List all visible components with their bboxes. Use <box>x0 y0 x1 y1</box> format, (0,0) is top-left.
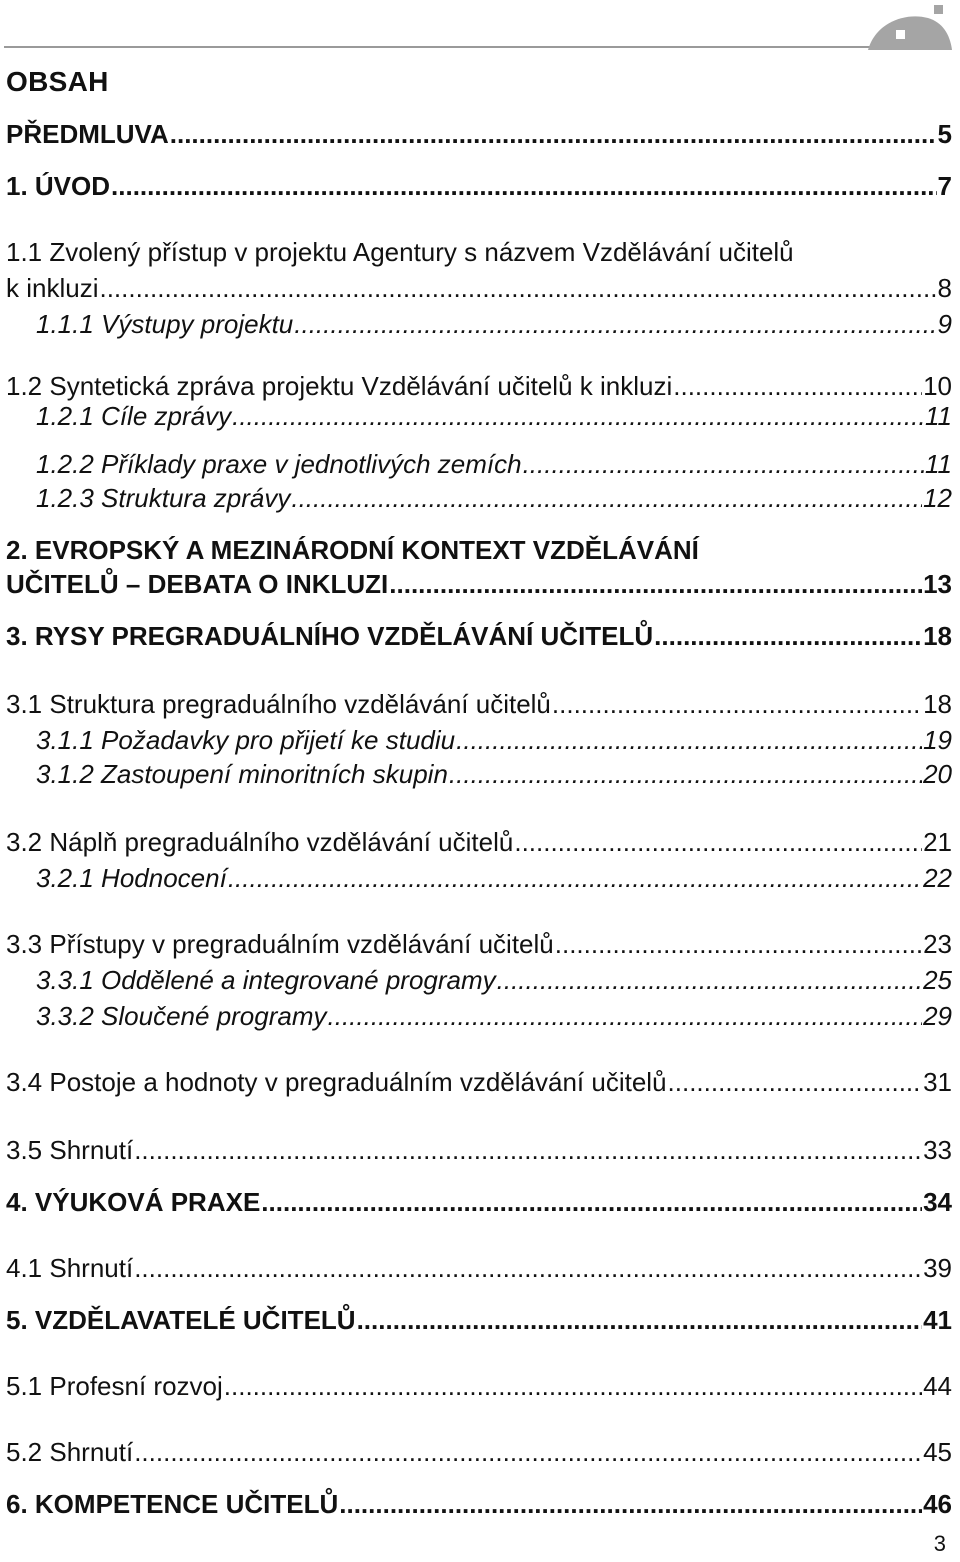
toc-entry-label: 3.2.1 Hodnocení <box>36 863 227 893</box>
toc-entry-page: 29 <box>923 1001 952 1031</box>
toc-entry-page: 19 <box>923 725 952 755</box>
toc-entry-page: 18 <box>923 689 952 719</box>
toc-entry-label: 1.1 Zvolený přístup v projektu Agentury s názvem Vzdělávání učitelů <box>6 237 794 267</box>
toc-dot-leader <box>111 168 937 204</box>
toc-entry-label: 3.1 Struktura pregraduálního vzdělávání učitelů <box>6 689 551 719</box>
toc-entry-label: 5. VZDĚLAVATELÉ UČITELŮ <box>6 1305 356 1335</box>
toc-entry[interactable] <box>36 998 952 1034</box>
toc-entry-label: 4. VÝUKOVÁ PRAXE <box>6 1187 261 1217</box>
toc-dot-leader <box>514 824 922 860</box>
toc-dot-leader <box>99 270 936 306</box>
toc-entry[interactable] <box>6 1368 952 1404</box>
toc-entry-page: 31 <box>923 1067 952 1097</box>
toc-dot-leader <box>291 480 922 516</box>
toc-dot-leader <box>357 1302 923 1338</box>
toc-entry-page: 5 <box>937 119 952 149</box>
toc-entry[interactable] <box>6 824 952 860</box>
toc-dot-leader <box>654 618 922 654</box>
toc-entry[interactable] <box>6 1064 952 1100</box>
toc-entry-label: 3. RYSY PREGRADUÁLNÍHO VZDĚLÁVÁNÍ UČITELŮ <box>6 621 654 651</box>
toc-entry[interactable] <box>6 532 699 568</box>
toc-dot-leader <box>134 1434 922 1470</box>
toc-dot-leader <box>389 566 922 602</box>
toc-entry-page: 46 <box>923 1489 952 1519</box>
toc-entry-page: 21 <box>923 827 952 857</box>
toc-entry-page: 33 <box>923 1135 952 1165</box>
toc-dot-leader <box>224 1368 922 1404</box>
toc-entry-label: 3.3.2 Sloučené programy <box>36 1001 327 1031</box>
toc-entry[interactable] <box>6 618 952 654</box>
toc-entry-label: 1. ÚVOD <box>6 171 111 201</box>
toc-entry-label: k inkluzi <box>6 273 99 303</box>
toc-entry[interactable] <box>36 446 952 482</box>
toc-entry[interactable] <box>6 168 952 204</box>
toc-entry[interactable] <box>36 756 952 792</box>
toc-entry-page: 12 <box>923 483 952 513</box>
toc-dot-leader <box>339 1486 922 1522</box>
toc-entry-label: 1.2.3 Struktura zprávy <box>36 483 291 513</box>
toc-entry-label: 3.2 Náplň pregraduálního vzdělávání učitelů <box>6 827 514 857</box>
toc-dot-leader <box>449 756 922 792</box>
toc-entry-page: 11 <box>925 401 952 431</box>
toc-entry-label: 1.2 Syntetická zpráva projektu Vzdělávání učitelů k inkluzi <box>6 371 673 401</box>
toc-entry[interactable] <box>6 1434 952 1470</box>
toc-entry[interactable] <box>6 1184 952 1220</box>
toc-entry-page: 41 <box>923 1305 952 1335</box>
toc-dot-leader <box>170 116 937 152</box>
toc-entry[interactable] <box>36 480 952 516</box>
toc-entry-page: 44 <box>923 1371 952 1401</box>
toc-dot-leader <box>497 962 922 998</box>
toc-entry-page: 18 <box>923 621 952 651</box>
toc-entry[interactable] <box>36 722 952 758</box>
toc-entry[interactable] <box>6 270 952 306</box>
toc-entry-label: 4.1 Shrnutí <box>6 1253 134 1283</box>
toc-entry[interactable] <box>6 1486 952 1522</box>
toc-entry-label: 3.4 Postoje a hodnoty v pregraduálním vzdělávání učitelů <box>6 1067 667 1097</box>
toc-entry[interactable] <box>36 398 952 434</box>
toc-entry-label: 1.1.1 Výstupy projektu <box>36 309 294 339</box>
house-logo-icon <box>866 0 956 52</box>
toc-entry-label: 2. EVROPSKÝ A MEZINÁRODNÍ KONTEXT VZDĚLÁVÁNÍ <box>6 535 699 565</box>
toc-entry[interactable] <box>36 962 952 998</box>
toc-entry-label: UČITELŮ – DEBATA O INKLUZI <box>6 569 389 599</box>
toc-dot-leader <box>294 306 936 342</box>
toc-entry-label: 5.2 Shrnutí <box>6 1437 134 1467</box>
toc-entry-label: 1.2.2 Příklady praxe v jednotlivých zemích <box>36 449 522 479</box>
toc-entry-page: 10 <box>923 371 952 401</box>
toc-entry-page: 39 <box>923 1253 952 1283</box>
toc-dot-leader <box>456 722 922 758</box>
toc-entry-label: 3.3.1 Oddělené a integrované programy <box>36 965 496 995</box>
toc-entry-label: 3.1.2 Zastoupení minoritních skupin <box>36 759 448 789</box>
toc-entry-page: 13 <box>923 569 952 599</box>
toc-entry-label: 6. KOMPETENCE UČITELŮ <box>6 1489 339 1519</box>
toc-dot-leader <box>228 860 922 896</box>
toc-entry-page: 9 <box>937 309 952 339</box>
toc-entry[interactable] <box>6 1302 952 1338</box>
toc-entry-page: 34 <box>923 1187 952 1217</box>
toc-entry[interactable] <box>36 860 952 896</box>
toc-entry-page: 11 <box>925 449 952 479</box>
toc-entry-label: 5.1 Profesní rozvoj <box>6 1371 223 1401</box>
toc-dot-leader <box>552 686 922 722</box>
toc-entry-page: 23 <box>923 929 952 959</box>
toc-entry-page: 45 <box>923 1437 952 1467</box>
toc-dot-leader <box>555 926 922 962</box>
toc-dot-leader <box>523 446 924 482</box>
toc-entry-page: 8 <box>937 273 952 303</box>
toc-entry-label: 3.5 Shrnutí <box>6 1135 134 1165</box>
toc-entry[interactable] <box>6 1132 952 1168</box>
header-rule <box>4 46 878 48</box>
toc-entry[interactable] <box>6 926 952 962</box>
toc-entry[interactable] <box>6 686 952 722</box>
toc-entry[interactable] <box>6 566 952 602</box>
toc-entry[interactable] <box>36 306 952 342</box>
toc-entry-label: 3.3 Přístupy v pregraduálním vzdělávání učitelů <box>6 929 554 959</box>
toc-entry-page: 20 <box>923 759 952 789</box>
toc-entry-label: 1.2.1 Cíle zprávy <box>36 401 232 431</box>
toc-entry-page: 22 <box>923 863 952 893</box>
toc-entry-label: 3.1.1 Požadavky pro přijetí ke studiu <box>36 725 456 755</box>
page-title: OBSAH <box>6 66 109 97</box>
toc-dot-leader <box>134 1132 922 1168</box>
toc-entry-label: PŘEDMLUVA <box>6 119 169 149</box>
toc-dot-leader <box>328 998 923 1034</box>
toc-dot-leader <box>232 398 924 434</box>
toc-entry-page: 7 <box>937 171 952 201</box>
toc-entry[interactable] <box>6 234 794 270</box>
toc-entry-page: 25 <box>923 965 952 995</box>
toc-entry[interactable] <box>6 116 952 152</box>
toc-dot-leader <box>134 1250 922 1286</box>
page-number: 3 <box>933 1531 946 1556</box>
toc-entry[interactable] <box>6 1250 952 1286</box>
toc-dot-leader <box>261 1184 922 1220</box>
toc-dot-leader <box>668 1064 923 1100</box>
